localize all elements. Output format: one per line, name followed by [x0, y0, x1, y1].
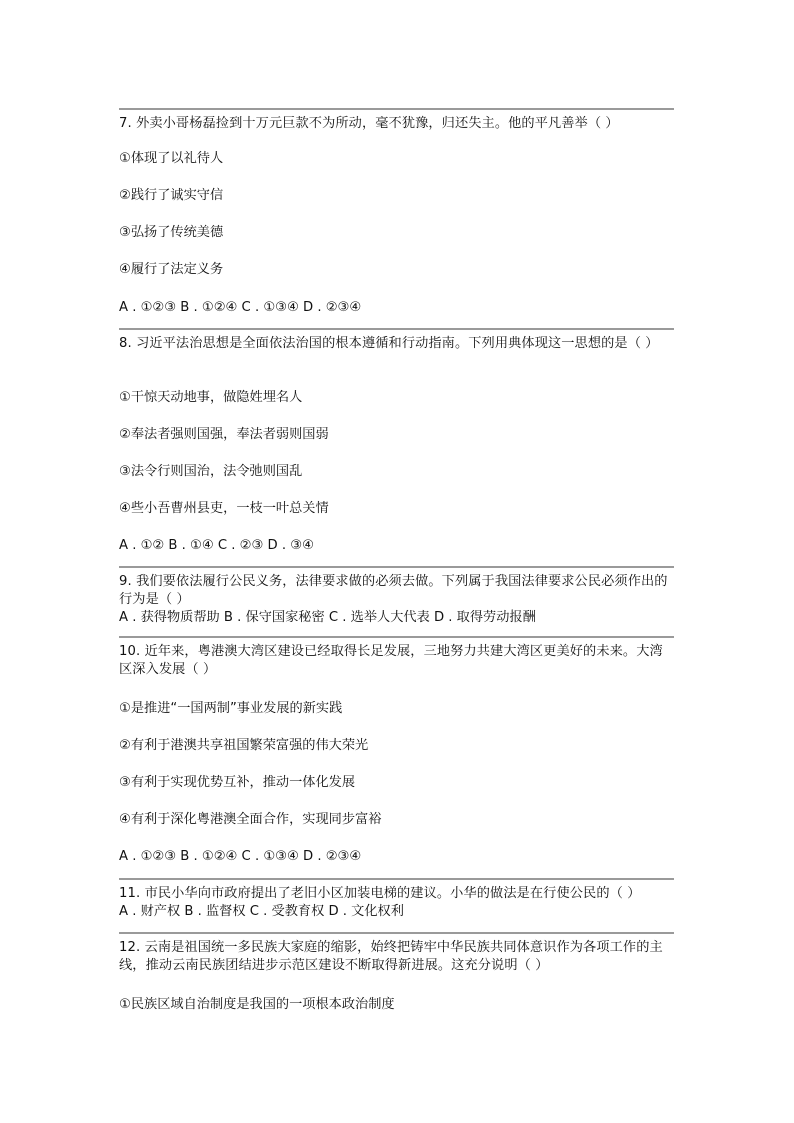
- option-line: ④履行了法定义务: [119, 262, 224, 277]
- question-7: [119, 108, 674, 315]
- divider: [119, 328, 674, 330]
- divider: [119, 566, 674, 568]
- question-12: [119, 932, 674, 1012]
- option-line: ①是推进“一国两制”事业发展的新实践: [119, 701, 343, 716]
- question-stem: 8. 习近平法治思想是全面依法治国的根本遵循和行动指南。下列用典体现这一思想的是（ ）: [119, 336, 659, 351]
- option-line: ①民族区域自治制度是我国的一项根本政治制度: [119, 997, 395, 1012]
- question-10: [119, 636, 674, 864]
- option-line: ③弘扬了传统美德: [119, 225, 224, 240]
- option-line: ②有利于港澳共享祖国繁荣富强的伟大荣光: [119, 738, 369, 753]
- option-line: ③有利于实现优势互补，推动一体化发展: [119, 775, 356, 790]
- option-line: ④些小吾曹州县吏，一枝一叶总关情: [119, 501, 329, 516]
- answer-choices: A . ①②③ B . ①②④ C . ①③④ D . ②③④: [119, 300, 362, 315]
- answer-choices: A . 财产权 B . 监督权 C . 受教育权 D . 文化权利: [119, 904, 404, 919]
- question-stem: 12. 云南是祖国统一多民族大家庭的缩影，始终把铸牢中华民族共同体意识作为各项工作的主线，推动云南民族团结进步示范区建设不断取得新进展。这充分说明（ ）: [119, 940, 663, 973]
- option-line: ②践行了诚实守信: [119, 188, 224, 203]
- question-stem: 11. 市民小华向市政府提出了老旧小区加装电梯的建议。小华的做法是在行使公民的（ ）: [119, 886, 641, 901]
- question-stem: 10. 近年来，粤港澳大湾区建设已经取得长足发展，三地努力共建大湾区更美好的未来。大湾区深入发展（ ）: [119, 644, 663, 677]
- option-line: ①体现了以礼待人: [119, 151, 224, 166]
- option-line: ④有利于深化粤港澳全面合作，实现同步富裕: [119, 812, 382, 827]
- divider: [119, 932, 674, 934]
- question-stem: 9. 我们要依法履行公民义务，法律要求做的必须去做。下列属于我国法律要求公民必须作出的行为是（ ）: [119, 574, 668, 607]
- divider: [119, 108, 674, 110]
- question-9: [119, 566, 674, 625]
- option-line: ①干惊天动地事，做隐姓埋名人: [119, 390, 303, 405]
- answer-choices: A . ①②③ B . ①②④ C . ①③④ D . ②③④: [119, 849, 362, 864]
- question-stem: 7. 外卖小哥杨磊捡到十万元巨款不为所动，毫不犹豫，归还失主。他的平凡善举（ ）: [119, 116, 619, 131]
- option-line: ③法令行则国治，法令弛则国乱: [119, 464, 303, 479]
- divider: [119, 636, 674, 638]
- answer-choices: A . ①② B . ①④ C . ②③ D . ③④: [119, 538, 314, 553]
- divider: [119, 878, 674, 880]
- answer-choices: A . 获得物质帮助 B . 保守国家秘密 C . 选举人大代表 D . 取得劳动报酬: [119, 610, 536, 625]
- question-8: [119, 328, 674, 553]
- question-11: [119, 878, 674, 919]
- option-line: ②奉法者强则国强，奉法者弱则国弱: [119, 427, 329, 442]
